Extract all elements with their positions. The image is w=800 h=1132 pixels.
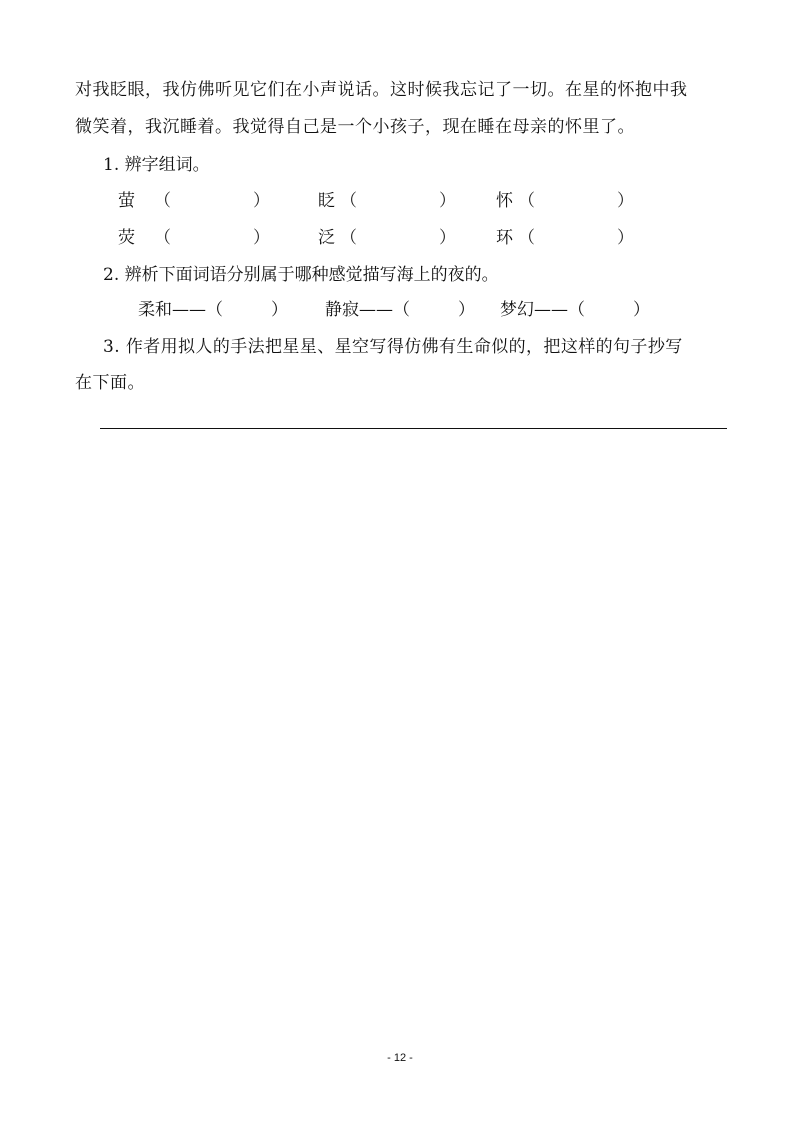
passage-line-2: 微笑着，我沉睡着。我觉得自己是一个小孩子，现在睡在母亲的怀里了。 xyxy=(75,117,635,137)
q1-char: 荧 xyxy=(118,228,135,248)
open-paren: （ xyxy=(518,228,535,248)
q1-char: 怀 xyxy=(496,191,513,211)
close-paren: ） xyxy=(617,191,634,211)
page-number: - 12 - xyxy=(387,1052,413,1064)
q2-item-3 xyxy=(500,300,650,320)
q1-row1-item-2 xyxy=(318,191,456,211)
close-paren: ） xyxy=(253,191,270,211)
open-paren: （ xyxy=(154,228,171,248)
close-paren: ） xyxy=(439,191,456,211)
q2-word: 静寂——（ xyxy=(325,300,410,320)
open-paren: （ xyxy=(340,228,357,248)
close-paren: ） xyxy=(617,228,634,248)
q1-row2-item-3 xyxy=(496,228,634,248)
q1-row1-item-3 xyxy=(496,191,634,211)
q1-char: 环 xyxy=(496,228,513,248)
q1-row2-item-1 xyxy=(118,228,270,248)
q2-word: 柔和——（ xyxy=(138,300,223,320)
question-3-line-1: 3. 作者用拟人的手法把星星、星空写得仿佛有生命似的，把这样的句子抄写 xyxy=(103,337,683,357)
q2-item-2 xyxy=(325,300,475,320)
open-paren: （ xyxy=(154,191,171,211)
q1-char: 萤 xyxy=(118,191,135,211)
q2-word: 梦幻——（ xyxy=(500,300,585,320)
close-paren: ） xyxy=(253,228,270,248)
close-paren: ） xyxy=(439,228,456,248)
question-1-title: 1. 辨字组词。 xyxy=(103,155,210,175)
q1-char: 泛 xyxy=(318,228,335,248)
close-paren: ） xyxy=(271,300,288,320)
open-paren: （ xyxy=(340,191,357,211)
open-paren: （ xyxy=(518,191,535,211)
close-paren: ） xyxy=(458,300,475,320)
answer-line[interactable] xyxy=(100,428,727,429)
question-2-title: 2. 辨析下面词语分别属于哪种感觉描写海上的夜的。 xyxy=(103,265,499,285)
q1-row2-item-2 xyxy=(318,228,456,248)
passage-line-1: 对我眨眼，我仿佛听见它们在小声说话。这时候我忘记了一切。在星的怀抱中我 xyxy=(75,80,688,100)
q1-row1-item-1 xyxy=(118,191,270,211)
q2-item-1 xyxy=(138,300,288,320)
q1-char: 眨 xyxy=(318,191,335,211)
question-3-line-2: 在下面。 xyxy=(75,373,145,393)
close-paren: ） xyxy=(633,300,650,320)
